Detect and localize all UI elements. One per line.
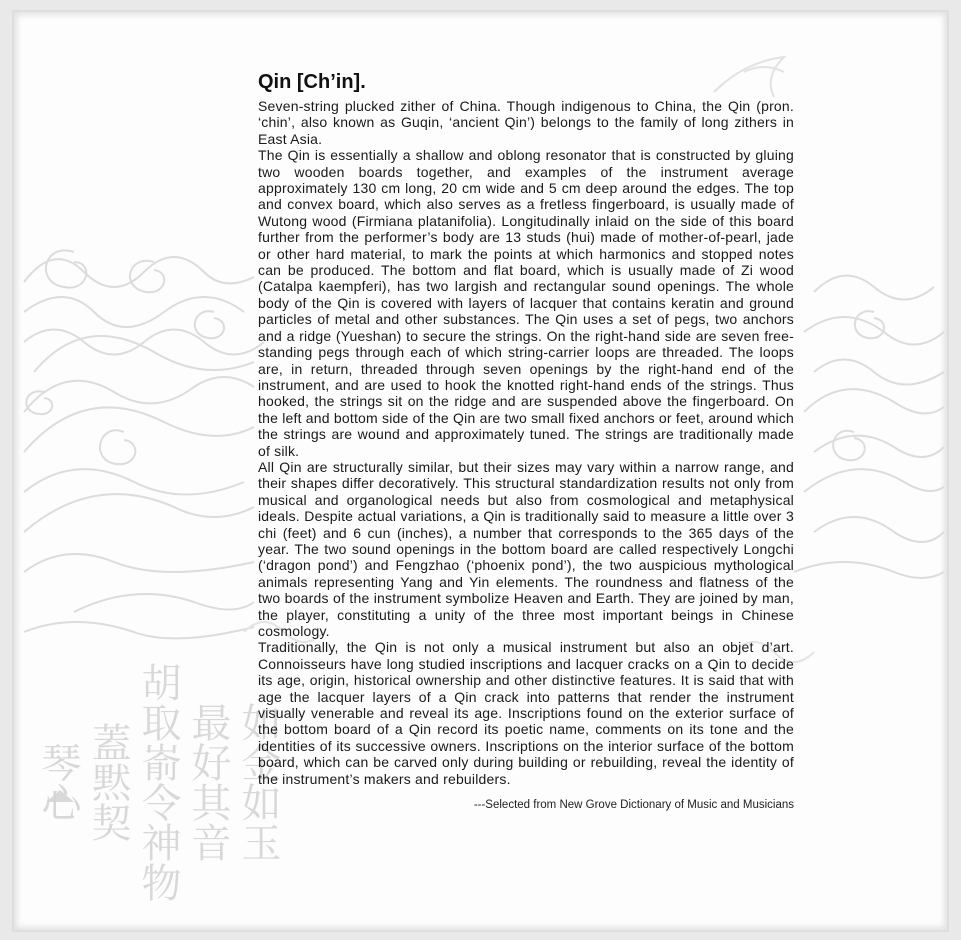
calligraphy-column: 胡取嵛令神物 xyxy=(135,662,181,902)
calligraphy-column: 蓋黙契 xyxy=(85,722,131,842)
article-title: Qin [Ch’in]. xyxy=(258,71,366,93)
page xyxy=(14,12,947,930)
article-paragraph: Traditionally, the Qin is not only a musical instrument but also an objet d’art. Connoisseurs have long studied inscriptions and lacquer cracks on a Qin to decide its age, origin, historical ownership and other distinctive features. It is said that with age the lacquer layers of a Qin crack into patterns that render the instrument visually venerable and reveal its age. Inscriptions found on the exterior surface of the bottom board of a Qin record its poetic name, comments on its tone and the identities of its successive owners. Inscriptions on the interior surface of the bottom board, which can be carved only during building or rebuilding, reveal the identity of the instrument’s makers and rebuilders. xyxy=(258,639,794,787)
article-paragraph: The Qin is essentially a shallow and oblong resonator that is constructed by gluing two wooden boards together, and examples of the instrument average approximately 130 cm long, 20 cm wide and 5 cm deep around the edges. The top and convex board, which also serves as a fretless fingerboard, is usually made of Wutong wood (Firmiana platanifolia). Longitudinally inlaid on the side of this board further from the performer’s body are 13 studs (hui) made of mother-of-pearl, jade or other hard material, to mark the points at which harmonics and stopped notes can be produced. The bottom and flat board, which is usually made of Zi wood (Catalpa kaempferi), has two largish and rectangular sound openings. The whole body of the Qin is covered with layers of lacquer that contains keratin and ground particles of metal and other substances. The Qin uses a set of pegs, two anchors and a ridge (Yueshan) to secure the strings. On the right-hand side are seven free-standing pegs through each of which string-carrier loops are threaded. The loops are, in return, threaded through seven openings by the right-hand end of the instrument, and are used to hook the knotted right-hand ends of the strings. Thus hooked, the strings sit on the ridge and are suspended above the fingerboard. On the left and bottom side of the Qin are two small fixed anchors or feet, around which the strings are wound and approximately tuned. The strings are traditionally made of silk. xyxy=(258,147,794,459)
calligraphy-column: 最好其音 xyxy=(185,702,231,862)
article-paragraph: Seven-string plucked zither of China. Though indigenous to China, the Qin (pron. ‘chin’, also known as Guqin, ‘ancient Qin’) belongs to the family of long zithers in East Asia. xyxy=(258,98,794,147)
article-paragraph: All Qin are structurally similar, but their sizes may vary within a narrow range, and their shapes differ decoratively. This structural standardization results not only from musical and organological needs but also from cosmological and metaphysical ideals. Despite actual variations, a Qin is traditionally said to measure a little over 3 chi (feet) and 6 cun (inches), a number that corresponds to the 365 days of the year. The two sound openings in the bottom board are called respectively Longchi (‘dragon pond’) and Fengzhao (‘phoenix pond’), the two auspicious mythological animals representing Yang and Yin elements. The roundness and flatness of the two boards of the instrument symbolize Heaven and Earth. They are joined by man, the player, constituting a unity of the three most important beings in Chinese cosmology. xyxy=(258,458,794,639)
calligraphy-column: 琴心 xyxy=(35,742,81,822)
calligraphy-column: 如金如玉 xyxy=(235,702,281,862)
article xyxy=(258,68,794,811)
calligraphy-decoration xyxy=(24,652,284,912)
source-citation: ---Selected from New Grove Dictionary of Music and Musicians xyxy=(473,799,794,812)
